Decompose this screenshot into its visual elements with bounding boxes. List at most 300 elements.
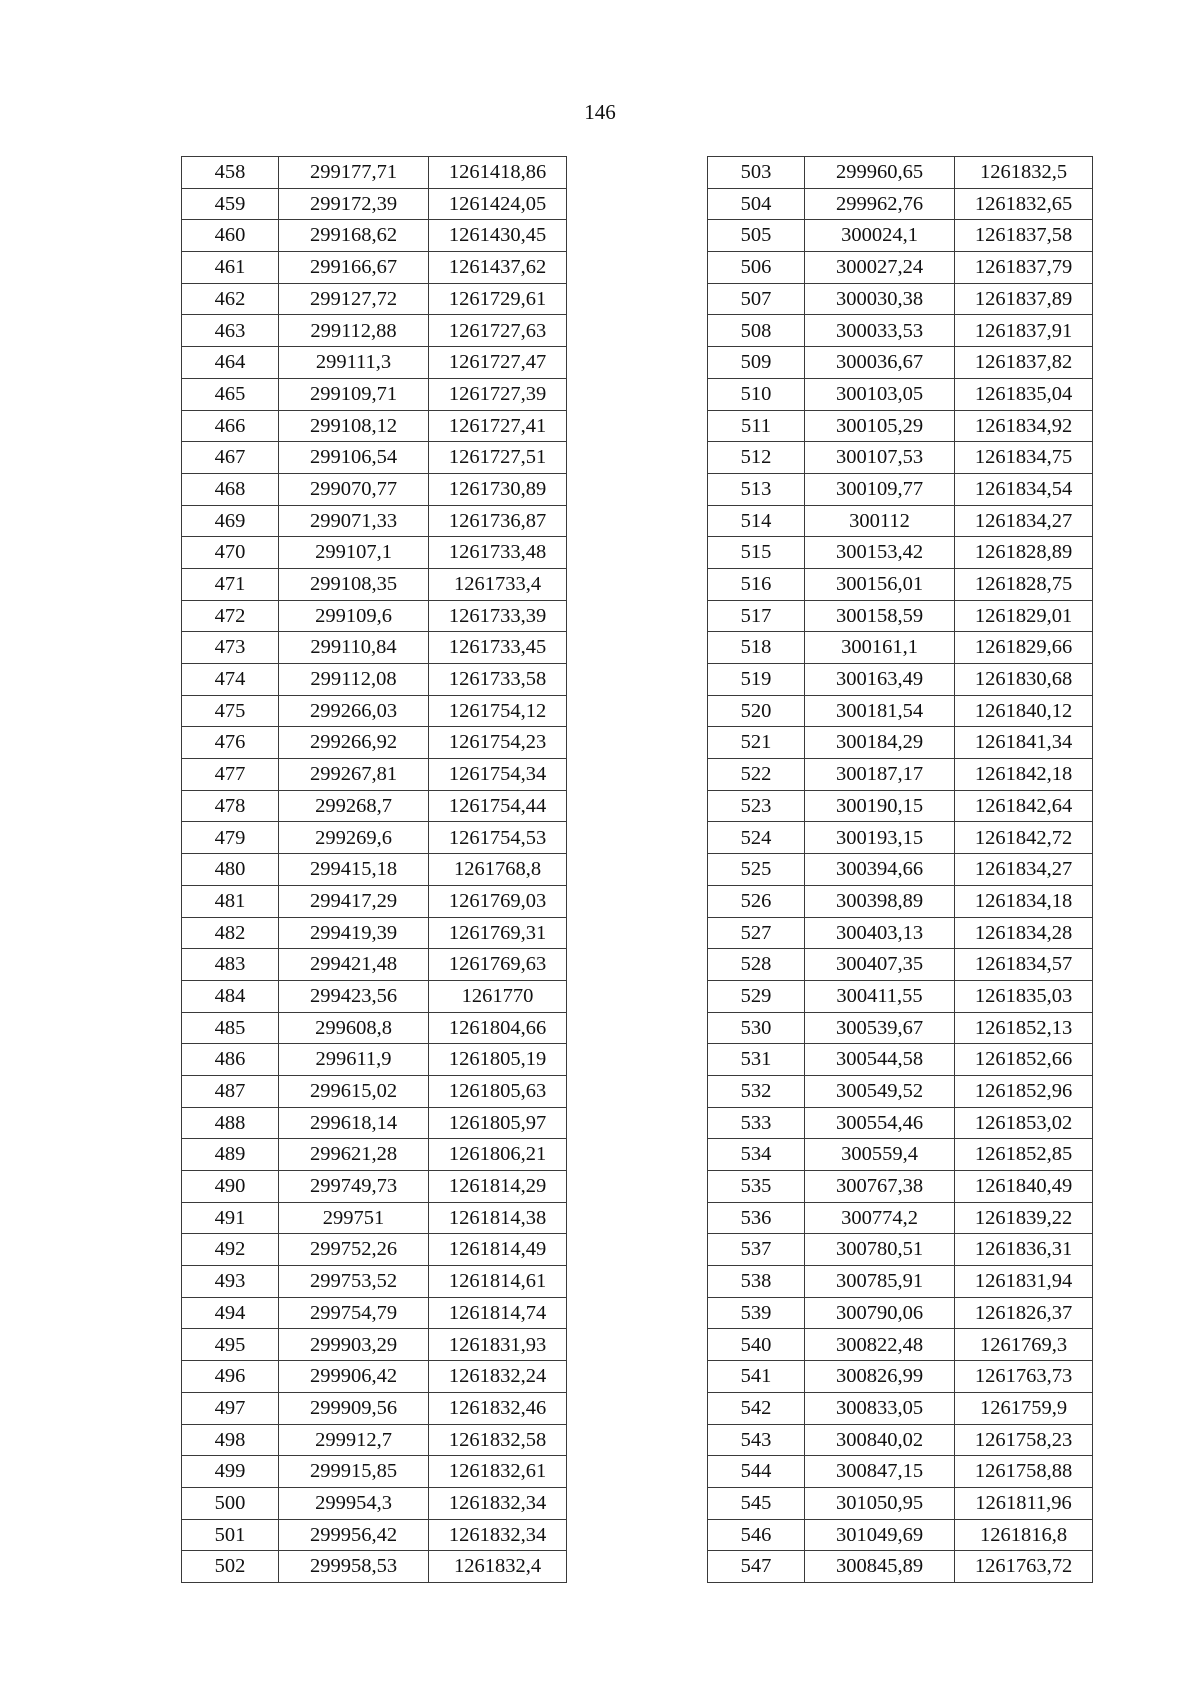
table-row (708, 759, 1093, 791)
point-number-cell: 466 (182, 410, 279, 442)
x-coordinate-cell: 299954,3 (279, 1487, 429, 1519)
point-number-cell: 511 (708, 410, 805, 442)
point-number-cell: 506 (708, 252, 805, 284)
point-number-cell: 475 (182, 695, 279, 727)
point-number-cell: 485 (182, 1012, 279, 1044)
point-number-cell: 538 (708, 1266, 805, 1298)
table-row (182, 759, 567, 791)
point-number-cell: 476 (182, 727, 279, 759)
table-row (708, 885, 1093, 917)
y-coordinate-cell: 1261830,68 (955, 664, 1093, 696)
point-number-cell: 541 (708, 1361, 805, 1393)
table-row (182, 949, 567, 981)
table-row (708, 917, 1093, 949)
y-coordinate-cell: 1261834,75 (955, 442, 1093, 474)
table-row (182, 1202, 567, 1234)
table-row (182, 1519, 567, 1551)
point-number-cell: 510 (708, 378, 805, 410)
y-coordinate-cell: 1261729,61 (429, 283, 567, 315)
x-coordinate-cell: 300030,38 (805, 283, 955, 315)
x-coordinate-cell: 299108,12 (279, 410, 429, 442)
x-coordinate-cell: 300161,1 (805, 632, 955, 664)
table-row (708, 537, 1093, 569)
table-row (708, 695, 1093, 727)
y-coordinate-cell: 1261829,01 (955, 600, 1093, 632)
x-coordinate-cell: 299618,14 (279, 1107, 429, 1139)
x-coordinate-cell: 299903,29 (279, 1329, 429, 1361)
point-number-cell: 493 (182, 1266, 279, 1298)
point-number-cell: 460 (182, 220, 279, 252)
point-number-cell: 467 (182, 442, 279, 474)
point-number-cell: 458 (182, 157, 279, 189)
table-row (182, 537, 567, 569)
point-number-cell: 503 (708, 157, 805, 189)
y-coordinate-cell: 1261769,03 (429, 885, 567, 917)
point-number-cell: 470 (182, 537, 279, 569)
table-row (708, 1234, 1093, 1266)
x-coordinate-cell: 299177,71 (279, 157, 429, 189)
table-row (182, 378, 567, 410)
point-number-cell: 469 (182, 505, 279, 537)
y-coordinate-cell: 1261834,27 (955, 854, 1093, 886)
point-number-cell: 535 (708, 1171, 805, 1203)
point-number-cell: 521 (708, 727, 805, 759)
table-row (708, 188, 1093, 220)
y-coordinate-cell: 1261814,38 (429, 1202, 567, 1234)
point-number-cell: 468 (182, 473, 279, 505)
table-row (708, 220, 1093, 252)
x-coordinate-cell: 299419,39 (279, 917, 429, 949)
table-row (182, 283, 567, 315)
point-number-cell: 525 (708, 854, 805, 886)
table-row (708, 980, 1093, 1012)
x-coordinate-cell: 300112 (805, 505, 955, 537)
point-number-cell: 537 (708, 1234, 805, 1266)
table-row (708, 1171, 1093, 1203)
table-row (182, 664, 567, 696)
y-coordinate-cell: 1261832,65 (955, 188, 1093, 220)
point-number-cell: 496 (182, 1361, 279, 1393)
point-number-cell: 545 (708, 1487, 805, 1519)
x-coordinate-cell: 299753,52 (279, 1266, 429, 1298)
point-number-cell: 536 (708, 1202, 805, 1234)
x-coordinate-cell: 300559,4 (805, 1139, 955, 1171)
table-row (708, 1329, 1093, 1361)
y-coordinate-cell: 1261828,89 (955, 537, 1093, 569)
point-number-cell: 462 (182, 283, 279, 315)
x-coordinate-cell: 299421,48 (279, 949, 429, 981)
y-coordinate-cell: 1261811,96 (955, 1487, 1093, 1519)
table-row (182, 1487, 567, 1519)
y-coordinate-cell: 1261834,28 (955, 917, 1093, 949)
table-row (708, 1487, 1093, 1519)
table-row (708, 1044, 1093, 1076)
y-coordinate-cell: 1261814,74 (429, 1297, 567, 1329)
point-number-cell: 546 (708, 1519, 805, 1551)
y-coordinate-cell: 1261834,54 (955, 473, 1093, 505)
point-number-cell: 505 (708, 220, 805, 252)
point-number-cell: 464 (182, 347, 279, 379)
table-row (708, 568, 1093, 600)
x-coordinate-cell: 300544,58 (805, 1044, 955, 1076)
table-row (182, 1171, 567, 1203)
y-coordinate-cell: 1261832,24 (429, 1361, 567, 1393)
y-coordinate-cell: 1261834,18 (955, 885, 1093, 917)
y-coordinate-cell: 1261837,91 (955, 315, 1093, 347)
x-coordinate-cell: 300184,29 (805, 727, 955, 759)
table-row (708, 1107, 1093, 1139)
point-number-cell: 509 (708, 347, 805, 379)
x-coordinate-cell: 300024,1 (805, 220, 955, 252)
y-coordinate-cell: 1261828,75 (955, 568, 1093, 600)
x-coordinate-cell: 299962,76 (805, 188, 955, 220)
y-coordinate-cell: 1261826,37 (955, 1297, 1093, 1329)
table-row (708, 1392, 1093, 1424)
y-coordinate-cell: 1261754,44 (429, 790, 567, 822)
y-coordinate-cell: 1261842,72 (955, 822, 1093, 854)
coordinates-table-right (707, 156, 1093, 1583)
x-coordinate-cell: 299415,18 (279, 854, 429, 886)
x-coordinate-cell: 299269,6 (279, 822, 429, 854)
x-coordinate-cell: 299071,33 (279, 505, 429, 537)
table-row (182, 1075, 567, 1107)
table-row (708, 1361, 1093, 1393)
point-number-cell: 515 (708, 537, 805, 569)
point-number-cell: 488 (182, 1107, 279, 1139)
x-coordinate-cell: 300407,35 (805, 949, 955, 981)
point-number-cell: 480 (182, 854, 279, 886)
x-coordinate-cell: 300833,05 (805, 1392, 955, 1424)
table-row (182, 1424, 567, 1456)
x-coordinate-cell: 300033,53 (805, 315, 955, 347)
y-coordinate-cell: 1261763,72 (955, 1551, 1093, 1583)
x-coordinate-cell: 300027,24 (805, 252, 955, 284)
point-number-cell: 499 (182, 1456, 279, 1488)
point-number-cell: 539 (708, 1297, 805, 1329)
x-coordinate-cell: 300780,51 (805, 1234, 955, 1266)
point-number-cell: 497 (182, 1392, 279, 1424)
x-coordinate-cell: 299909,56 (279, 1392, 429, 1424)
table-row (182, 885, 567, 917)
table-row (182, 188, 567, 220)
table-row (182, 695, 567, 727)
point-number-cell: 484 (182, 980, 279, 1012)
x-coordinate-cell: 299608,8 (279, 1012, 429, 1044)
y-coordinate-cell: 1261424,05 (429, 188, 567, 220)
point-number-cell: 544 (708, 1456, 805, 1488)
x-coordinate-cell: 299960,65 (805, 157, 955, 189)
table-row (708, 157, 1093, 189)
x-coordinate-cell: 299912,7 (279, 1424, 429, 1456)
x-coordinate-cell: 299266,92 (279, 727, 429, 759)
y-coordinate-cell: 1261769,63 (429, 949, 567, 981)
y-coordinate-cell: 1261730,89 (429, 473, 567, 505)
point-number-cell: 482 (182, 917, 279, 949)
table-row (708, 283, 1093, 315)
x-coordinate-cell: 300767,38 (805, 1171, 955, 1203)
table-row (708, 1519, 1093, 1551)
page-number: 146 (584, 100, 616, 124)
x-coordinate-cell: 299070,77 (279, 473, 429, 505)
x-coordinate-cell: 300774,2 (805, 1202, 955, 1234)
table-row (708, 473, 1093, 505)
y-coordinate-cell: 1261829,66 (955, 632, 1093, 664)
table-row (708, 505, 1093, 537)
y-coordinate-cell: 1261805,63 (429, 1075, 567, 1107)
y-coordinate-cell: 1261831,93 (429, 1329, 567, 1361)
y-coordinate-cell: 1261437,62 (429, 252, 567, 284)
y-coordinate-cell: 1261837,58 (955, 220, 1093, 252)
point-number-cell: 542 (708, 1392, 805, 1424)
y-coordinate-cell: 1261832,58 (429, 1424, 567, 1456)
x-coordinate-cell: 299172,39 (279, 188, 429, 220)
table-row (708, 378, 1093, 410)
point-number-cell: 492 (182, 1234, 279, 1266)
table-row (182, 473, 567, 505)
y-coordinate-cell: 1261834,27 (955, 505, 1093, 537)
table-row (182, 1392, 567, 1424)
x-coordinate-cell: 300107,53 (805, 442, 955, 474)
y-coordinate-cell: 1261835,04 (955, 378, 1093, 410)
table-row (182, 347, 567, 379)
point-number-cell: 507 (708, 283, 805, 315)
x-coordinate-cell: 299956,42 (279, 1519, 429, 1551)
y-coordinate-cell: 1261806,21 (429, 1139, 567, 1171)
y-coordinate-cell: 1261832,46 (429, 1392, 567, 1424)
x-coordinate-cell: 299127,72 (279, 283, 429, 315)
coordinates-table-left (181, 156, 567, 1583)
y-coordinate-cell: 1261770 (429, 980, 567, 1012)
coordinates-table-right-body (708, 157, 1093, 1583)
x-coordinate-cell: 300153,42 (805, 537, 955, 569)
y-coordinate-cell: 1261834,57 (955, 949, 1093, 981)
point-number-cell: 512 (708, 442, 805, 474)
y-coordinate-cell: 1261804,66 (429, 1012, 567, 1044)
table-row (182, 1012, 567, 1044)
table-row (182, 1297, 567, 1329)
y-coordinate-cell: 1261768,8 (429, 854, 567, 886)
table-row (708, 1297, 1093, 1329)
y-coordinate-cell: 1261834,92 (955, 410, 1093, 442)
point-number-cell: 523 (708, 790, 805, 822)
y-coordinate-cell: 1261759,9 (955, 1392, 1093, 1424)
table-row (708, 727, 1093, 759)
point-number-cell: 514 (708, 505, 805, 537)
table-row (182, 727, 567, 759)
table-row (182, 790, 567, 822)
x-coordinate-cell: 299109,6 (279, 600, 429, 632)
point-number-cell: 481 (182, 885, 279, 917)
x-coordinate-cell: 299168,62 (279, 220, 429, 252)
x-coordinate-cell: 299906,42 (279, 1361, 429, 1393)
y-coordinate-cell: 1261839,22 (955, 1202, 1093, 1234)
table-row (182, 1551, 567, 1583)
point-number-cell: 465 (182, 378, 279, 410)
table-row (182, 315, 567, 347)
x-coordinate-cell: 299110,84 (279, 632, 429, 664)
table-row (182, 632, 567, 664)
x-coordinate-cell: 300398,89 (805, 885, 955, 917)
point-number-cell: 487 (182, 1075, 279, 1107)
x-coordinate-cell: 300847,15 (805, 1456, 955, 1488)
point-number-cell: 495 (182, 1329, 279, 1361)
table-row (708, 1456, 1093, 1488)
x-coordinate-cell: 300156,01 (805, 568, 955, 600)
point-number-cell: 498 (182, 1424, 279, 1456)
y-coordinate-cell: 1261727,41 (429, 410, 567, 442)
y-coordinate-cell: 1261832,5 (955, 157, 1093, 189)
point-number-cell: 518 (708, 632, 805, 664)
point-number-cell: 532 (708, 1075, 805, 1107)
y-coordinate-cell: 1261727,39 (429, 378, 567, 410)
table-row (182, 1456, 567, 1488)
point-number-cell: 529 (708, 980, 805, 1012)
point-number-cell: 461 (182, 252, 279, 284)
y-coordinate-cell: 1261840,49 (955, 1171, 1093, 1203)
x-coordinate-cell: 299112,88 (279, 315, 429, 347)
table-row (182, 600, 567, 632)
y-coordinate-cell: 1261727,47 (429, 347, 567, 379)
y-coordinate-cell: 1261418,86 (429, 157, 567, 189)
y-coordinate-cell: 1261769,3 (955, 1329, 1093, 1361)
point-number-cell: 522 (708, 759, 805, 791)
coordinates-table-left-body (182, 157, 567, 1583)
x-coordinate-cell: 299166,67 (279, 252, 429, 284)
point-number-cell: 463 (182, 315, 279, 347)
table-row (182, 980, 567, 1012)
y-coordinate-cell: 1261754,53 (429, 822, 567, 854)
x-coordinate-cell: 300845,89 (805, 1551, 955, 1583)
point-number-cell: 520 (708, 695, 805, 727)
table-row (708, 1139, 1093, 1171)
point-number-cell: 483 (182, 949, 279, 981)
table-row (708, 822, 1093, 854)
x-coordinate-cell: 300036,67 (805, 347, 955, 379)
point-number-cell: 491 (182, 1202, 279, 1234)
table-row (182, 568, 567, 600)
y-coordinate-cell: 1261758,88 (955, 1456, 1093, 1488)
y-coordinate-cell: 1261842,64 (955, 790, 1093, 822)
table-row (708, 632, 1093, 664)
table-row (182, 1266, 567, 1298)
point-number-cell: 478 (182, 790, 279, 822)
y-coordinate-cell: 1261832,4 (429, 1551, 567, 1583)
point-number-cell: 547 (708, 1551, 805, 1583)
table-row (182, 505, 567, 537)
x-coordinate-cell: 300193,15 (805, 822, 955, 854)
x-coordinate-cell: 299108,35 (279, 568, 429, 600)
table-row (708, 347, 1093, 379)
y-coordinate-cell: 1261841,34 (955, 727, 1093, 759)
point-number-cell: 519 (708, 664, 805, 696)
y-coordinate-cell: 1261814,29 (429, 1171, 567, 1203)
point-number-cell: 494 (182, 1297, 279, 1329)
point-number-cell: 472 (182, 600, 279, 632)
x-coordinate-cell: 299107,1 (279, 537, 429, 569)
y-coordinate-cell: 1261430,45 (429, 220, 567, 252)
x-coordinate-cell: 300105,29 (805, 410, 955, 442)
x-coordinate-cell: 300394,66 (805, 854, 955, 886)
point-number-cell: 530 (708, 1012, 805, 1044)
y-coordinate-cell: 1261758,23 (955, 1424, 1093, 1456)
point-number-cell: 531 (708, 1044, 805, 1076)
table-row (708, 1075, 1093, 1107)
point-number-cell: 526 (708, 885, 805, 917)
x-coordinate-cell: 299267,81 (279, 759, 429, 791)
point-number-cell: 486 (182, 1044, 279, 1076)
x-coordinate-cell: 299751 (279, 1202, 429, 1234)
y-coordinate-cell: 1261836,31 (955, 1234, 1093, 1266)
y-coordinate-cell: 1261733,58 (429, 664, 567, 696)
x-coordinate-cell: 300109,77 (805, 473, 955, 505)
y-coordinate-cell: 1261805,97 (429, 1107, 567, 1139)
y-coordinate-cell: 1261842,18 (955, 759, 1093, 791)
y-coordinate-cell: 1261835,03 (955, 980, 1093, 1012)
x-coordinate-cell: 299417,29 (279, 885, 429, 917)
y-coordinate-cell: 1261853,02 (955, 1107, 1093, 1139)
x-coordinate-cell: 299749,73 (279, 1171, 429, 1203)
table-row (708, 442, 1093, 474)
x-coordinate-cell: 300190,15 (805, 790, 955, 822)
table-row (182, 1107, 567, 1139)
point-number-cell: 527 (708, 917, 805, 949)
y-coordinate-cell: 1261754,23 (429, 727, 567, 759)
y-coordinate-cell: 1261727,51 (429, 442, 567, 474)
x-coordinate-cell: 299106,54 (279, 442, 429, 474)
y-coordinate-cell: 1261814,49 (429, 1234, 567, 1266)
point-number-cell: 501 (182, 1519, 279, 1551)
table-row (182, 854, 567, 886)
y-coordinate-cell: 1261727,63 (429, 315, 567, 347)
y-coordinate-cell: 1261852,13 (955, 1012, 1093, 1044)
table-row (182, 410, 567, 442)
y-coordinate-cell: 1261733,39 (429, 600, 567, 632)
y-coordinate-cell: 1261754,12 (429, 695, 567, 727)
x-coordinate-cell: 299266,03 (279, 695, 429, 727)
point-number-cell: 477 (182, 759, 279, 791)
x-coordinate-cell: 299752,26 (279, 1234, 429, 1266)
y-coordinate-cell: 1261831,94 (955, 1266, 1093, 1298)
point-number-cell: 543 (708, 1424, 805, 1456)
x-coordinate-cell: 300411,55 (805, 980, 955, 1012)
table-row (708, 1266, 1093, 1298)
x-coordinate-cell: 300403,13 (805, 917, 955, 949)
point-number-cell: 471 (182, 568, 279, 600)
point-number-cell: 474 (182, 664, 279, 696)
y-coordinate-cell: 1261837,82 (955, 347, 1093, 379)
point-number-cell: 490 (182, 1171, 279, 1203)
table-row (708, 410, 1093, 442)
table-row (708, 1551, 1093, 1583)
point-number-cell: 502 (182, 1551, 279, 1583)
table-row (708, 1012, 1093, 1044)
table-row (182, 442, 567, 474)
x-coordinate-cell: 299112,08 (279, 664, 429, 696)
point-number-cell: 517 (708, 600, 805, 632)
y-coordinate-cell: 1261816,8 (955, 1519, 1093, 1551)
x-coordinate-cell: 300158,59 (805, 600, 955, 632)
table-row (708, 790, 1093, 822)
y-coordinate-cell: 1261769,31 (429, 917, 567, 949)
x-coordinate-cell: 301050,95 (805, 1487, 955, 1519)
table-row (182, 917, 567, 949)
y-coordinate-cell: 1261832,61 (429, 1456, 567, 1488)
point-number-cell: 479 (182, 822, 279, 854)
table-row (708, 252, 1093, 284)
table-row (182, 220, 567, 252)
point-number-cell: 540 (708, 1329, 805, 1361)
x-coordinate-cell: 300539,67 (805, 1012, 955, 1044)
